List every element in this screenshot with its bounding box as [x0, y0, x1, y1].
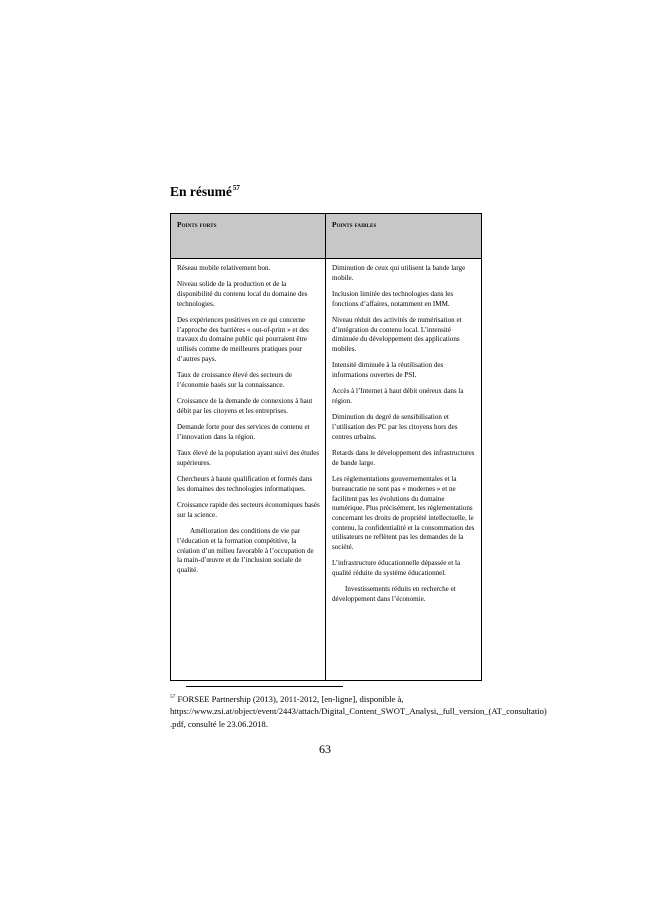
footnote-reference: 57: [232, 184, 240, 192]
strength-item: Amélioration des conditions de vie par l’éducation et la formation compétitive, la création d’un milieu favorable à l’occupation de la main-d’œuvre et de l’inclusion sociale de qualité.: [177, 527, 314, 574]
table-header-row: [171, 214, 482, 259]
table-row: [171, 259, 482, 681]
swot-table: [170, 213, 482, 681]
weakness-item: Retards dans le développement des infrastructures de bande large.: [332, 449, 475, 467]
weakness-item: Inclusion limitée des technologies dans les fonctions d’affaires, notamment en IMM.: [332, 290, 454, 308]
strength-item: Taux élevé de la population ayant suivi des études supérieures.: [177, 449, 320, 467]
strength-item: Niveau solide de la production et de la disponibilité du contenu local du domaine des technologies.: [177, 280, 308, 308]
weakness-item: Diminution de ceux qui utilisent la bande large mobile.: [332, 264, 466, 282]
strength-item: Des expériences positives en ce qui concerne l’approche des barrières « out-of-print » et des travaux du domaine public qui pourraient être utilisés comme de meilleures pratiques pour d’autres pays.: [177, 316, 309, 363]
weakness-item: Diminution du degré de sensibilisation et l’utilisation des PC par les citoyens hors des centres urbains.: [332, 413, 458, 441]
section-heading: [170, 184, 240, 200]
section-title: En résumé: [170, 184, 232, 199]
weakness-item: Les réglementations gouvernementales et la bureaucratie ne sont pas « modernes » et ne facilitent pas les évolutions du domaine numérique. Plus précisément, les réglementations concernant les droits de propriété intellectuelle, le contenu, la confidentialité et la consommation des utilisateurs ne reflètent pas les demandes de la société.: [332, 475, 475, 552]
strength-item: Chercheurs à haute qualification et formés dans les domaines des technologies informatiques.: [177, 475, 313, 493]
strength-item: Taux de croissance élevé des secteurs de l’économie basés sur la connaissance.: [177, 371, 292, 389]
strength-item: Demande forte pour des services de contenu et l’innovation dans la région.: [177, 423, 310, 441]
strength-item: Réseau mobile relativement bon.: [177, 264, 271, 272]
footnote-text: FORSEE Partnership (2013), 2011-2012, [en-ligne], disponible à, https://www.zsi.at/object/event/2443/attach/Digital_Content_SWOT_Analysi,_full_version_(AT_consultatio) .pdf, consulté le 23.06.2018.: [170, 694, 547, 729]
footnote-divider: [186, 686, 343, 687]
footnote: [170, 691, 547, 730]
weakness-item: Intensité diminuée à la réutilisation des informations ouvertes de PSI.: [332, 361, 444, 380]
weaknesses-header: Points faibles: [326, 214, 482, 259]
footnote-number: 57: [170, 694, 176, 700]
strengths-cell: [171, 259, 326, 681]
page-number: 63: [319, 742, 331, 756]
weakness-item: L’infrastructure éducationnelle dépassée et la qualité réduite du système éducationnel.: [332, 559, 461, 578]
weakness-item: Investissements réduits en recherche et développement dans l’économie.: [332, 585, 456, 604]
strengths-header: Points forts: [171, 214, 326, 259]
weakness-item: Niveau réduit des activités de numérisation et d’intégration du contenu local. L’intensité diminuée du développement des applications mobiles.: [332, 316, 462, 354]
strength-item: Croissance de la demande de connexions à haut débit par les citoyens et les entreprises.: [177, 397, 313, 415]
strength-item: Croissance rapide des secteurs économiques basés sur la science.: [177, 501, 320, 519]
weaknesses-cell: [326, 259, 482, 681]
weakness-item: Accès à l’Internet à haut débit onéreux dans la région.: [332, 387, 464, 406]
